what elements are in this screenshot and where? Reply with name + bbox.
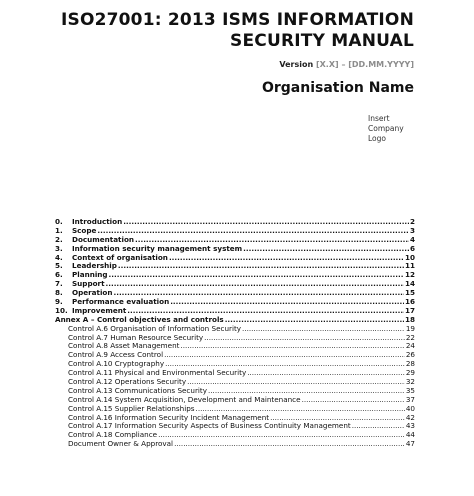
toc-dot-leader bbox=[225, 316, 404, 325]
toc-page-number: 43 bbox=[405, 422, 415, 431]
toc-entry-label: Performance evaluation bbox=[72, 298, 170, 307]
toc-page-number: 32 bbox=[405, 378, 415, 387]
toc-dot-leader bbox=[127, 307, 404, 316]
toc-entry-label: Control A.16 Information Security Incident Management bbox=[68, 413, 270, 422]
toc-page-number: 17 bbox=[404, 306, 415, 315]
title-line-2: SECURITY MANUAL bbox=[230, 31, 414, 51]
toc-page-number: 10 bbox=[404, 253, 415, 262]
toc-entry-label: Control A.14 System Acquisition, Development and Maintenance bbox=[68, 395, 301, 404]
toc-entry[interactable] bbox=[55, 369, 415, 378]
toc-dot-leader bbox=[118, 262, 404, 271]
toc-entry[interactable] bbox=[55, 218, 415, 227]
logo-placeholder-line-3: Logo bbox=[368, 134, 386, 143]
toc-dot-leader bbox=[247, 369, 405, 378]
table-of-contents bbox=[55, 218, 415, 449]
document-title bbox=[61, 10, 414, 52]
toc-page-number: 15 bbox=[404, 289, 415, 298]
toc-page-number: 26 bbox=[405, 351, 415, 360]
toc-page-number: 18 bbox=[404, 315, 415, 324]
toc-entry-number: 4. bbox=[55, 253, 63, 262]
toc-page-number: 16 bbox=[404, 298, 415, 307]
logo-placeholder bbox=[368, 114, 428, 144]
toc-page-number: 14 bbox=[404, 280, 415, 289]
toc-entry[interactable] bbox=[55, 307, 415, 316]
toc-entry-number: 0. bbox=[55, 218, 63, 226]
version-label: Version bbox=[279, 60, 316, 69]
toc-entry-label: Control A.6 Organisation of Information Security bbox=[68, 324, 242, 333]
toc-page-number: 12 bbox=[404, 271, 415, 280]
toc-entry-number: 9. bbox=[55, 298, 63, 307]
toc-page-number: 47 bbox=[405, 440, 415, 449]
toc-dot-leader bbox=[164, 351, 405, 360]
toc-dot-leader bbox=[97, 227, 409, 236]
toc-dot-leader bbox=[106, 280, 404, 289]
toc-dot-leader bbox=[352, 422, 405, 431]
toc-page-number: 24 bbox=[405, 342, 415, 351]
toc-entry-label: Support bbox=[72, 280, 105, 289]
toc-page-number: 22 bbox=[405, 333, 415, 342]
toc-page-number: 2 bbox=[409, 218, 415, 226]
toc-entry-label: Control A.9 Access Control bbox=[68, 351, 164, 360]
toc-entry-label: Control A.15 Supplier Relationships bbox=[68, 404, 195, 413]
version-line bbox=[279, 60, 414, 69]
toc-page-number: 40 bbox=[405, 404, 415, 413]
toc-entry-label: Control A.10 Cryptography bbox=[68, 360, 165, 369]
toc-entry[interactable] bbox=[55, 254, 415, 263]
toc-dot-leader bbox=[270, 414, 405, 423]
toc-dot-leader bbox=[208, 387, 405, 396]
toc-entry-label: Leadership bbox=[72, 262, 117, 271]
toc-page-number: 37 bbox=[405, 395, 415, 404]
toc-entry-number: 1. bbox=[55, 226, 63, 235]
toc-entry[interactable] bbox=[55, 378, 415, 387]
toc-entry-label: Control A.18 Compliance bbox=[68, 431, 158, 440]
toc-dot-leader bbox=[242, 325, 405, 334]
toc-page-number: 3 bbox=[409, 226, 415, 235]
toc-dot-leader bbox=[302, 396, 405, 405]
toc-page-number: 42 bbox=[405, 413, 415, 422]
toc-dot-leader bbox=[196, 405, 405, 414]
toc-entry[interactable] bbox=[55, 236, 415, 245]
toc-entry[interactable] bbox=[55, 342, 415, 351]
toc-entry[interactable] bbox=[55, 422, 415, 431]
toc-entry[interactable] bbox=[55, 414, 415, 423]
toc-entry[interactable] bbox=[55, 405, 415, 414]
toc-entry-label: Context of organisation bbox=[72, 253, 168, 262]
toc-dot-leader bbox=[113, 289, 404, 298]
toc-entry[interactable] bbox=[55, 262, 415, 271]
toc-entry[interactable] bbox=[55, 360, 415, 369]
toc-page-number: 6 bbox=[409, 244, 415, 253]
toc-entry-label: Annex A – Control objectives and controls bbox=[55, 315, 224, 324]
toc-entry[interactable] bbox=[55, 289, 415, 298]
toc-entry-label: Planning bbox=[72, 271, 108, 280]
toc-dot-leader bbox=[180, 342, 404, 351]
toc-dot-leader bbox=[109, 271, 404, 280]
toc-page-number: 19 bbox=[405, 324, 415, 333]
toc-dot-leader bbox=[170, 298, 404, 307]
toc-dot-leader bbox=[158, 431, 405, 440]
toc-dot-leader bbox=[123, 218, 409, 227]
toc-entry-label: Control A.8 Asset Management bbox=[68, 342, 180, 351]
toc-entry[interactable] bbox=[55, 334, 415, 343]
toc-entry-label: Control A.17 Information Security Aspects of Business Continuity Management bbox=[68, 422, 351, 431]
toc-entry-number: 8. bbox=[55, 289, 63, 298]
toc-dot-leader bbox=[204, 334, 405, 343]
toc-page-number: 35 bbox=[405, 386, 415, 395]
toc-entry-label: Control A.7 Human Resource Security bbox=[68, 333, 204, 342]
logo-placeholder-line-1: Insert bbox=[368, 114, 390, 123]
toc-entry[interactable] bbox=[55, 227, 415, 236]
toc-page-number: 11 bbox=[404, 262, 415, 271]
toc-entry[interactable] bbox=[55, 280, 415, 289]
toc-entry-label: Control A.12 Operations Security bbox=[68, 378, 187, 387]
toc-entry-label: Control A.13 Communications Security bbox=[68, 386, 207, 395]
toc-dot-leader bbox=[243, 245, 409, 254]
toc-entry-label: Control A.11 Physical and Environmental Security bbox=[68, 369, 247, 378]
toc-dot-leader bbox=[135, 236, 409, 245]
toc-entry-number: 5. bbox=[55, 262, 63, 271]
toc-entry-number: 10. bbox=[55, 306, 68, 315]
toc-entry-label: Operation bbox=[72, 289, 113, 298]
toc-dot-leader bbox=[174, 440, 405, 449]
version-placeholder: [X.X] – [DD.MM.YYYY] bbox=[315, 60, 414, 69]
toc-page-number: 44 bbox=[405, 431, 415, 440]
toc-entry-number: 6. bbox=[55, 271, 63, 280]
toc-entry-number: 7. bbox=[55, 280, 63, 289]
toc-entry[interactable] bbox=[55, 325, 415, 334]
toc-dot-leader bbox=[165, 360, 405, 369]
toc-entry[interactable] bbox=[55, 440, 415, 449]
toc-entry[interactable] bbox=[55, 271, 415, 280]
toc-entry-label: Documentation bbox=[72, 235, 135, 244]
toc-entry-label: Improvement bbox=[72, 306, 127, 315]
toc-entry-label: Document Owner & Approval bbox=[68, 440, 174, 449]
organisation-name: Organisation Name bbox=[261, 80, 414, 96]
toc-page-number: 4 bbox=[409, 235, 415, 244]
toc-entry-label: Introduction bbox=[72, 218, 123, 226]
toc-entry[interactable] bbox=[55, 316, 415, 325]
toc-page-number: 28 bbox=[405, 360, 415, 369]
toc-entry[interactable] bbox=[55, 245, 415, 254]
toc-entry[interactable] bbox=[55, 396, 415, 405]
toc-dot-leader bbox=[169, 254, 404, 263]
toc-entry-number: 2. bbox=[55, 235, 63, 244]
toc-entry-label: Information security management system bbox=[72, 244, 243, 253]
toc-dot-leader bbox=[187, 378, 405, 387]
toc-entry-number: 3. bbox=[55, 244, 63, 253]
toc-entry[interactable] bbox=[55, 431, 415, 440]
toc-entry[interactable] bbox=[55, 298, 415, 307]
toc-entry[interactable] bbox=[55, 351, 415, 360]
toc-entry-label: Scope bbox=[72, 226, 97, 235]
toc-page-number: 29 bbox=[405, 369, 415, 378]
title-line-1: ISO27001: 2013 ISMS INFORMATION bbox=[60, 10, 414, 30]
logo-placeholder-line-2: Company bbox=[368, 124, 404, 133]
toc-entry[interactable] bbox=[55, 387, 415, 396]
